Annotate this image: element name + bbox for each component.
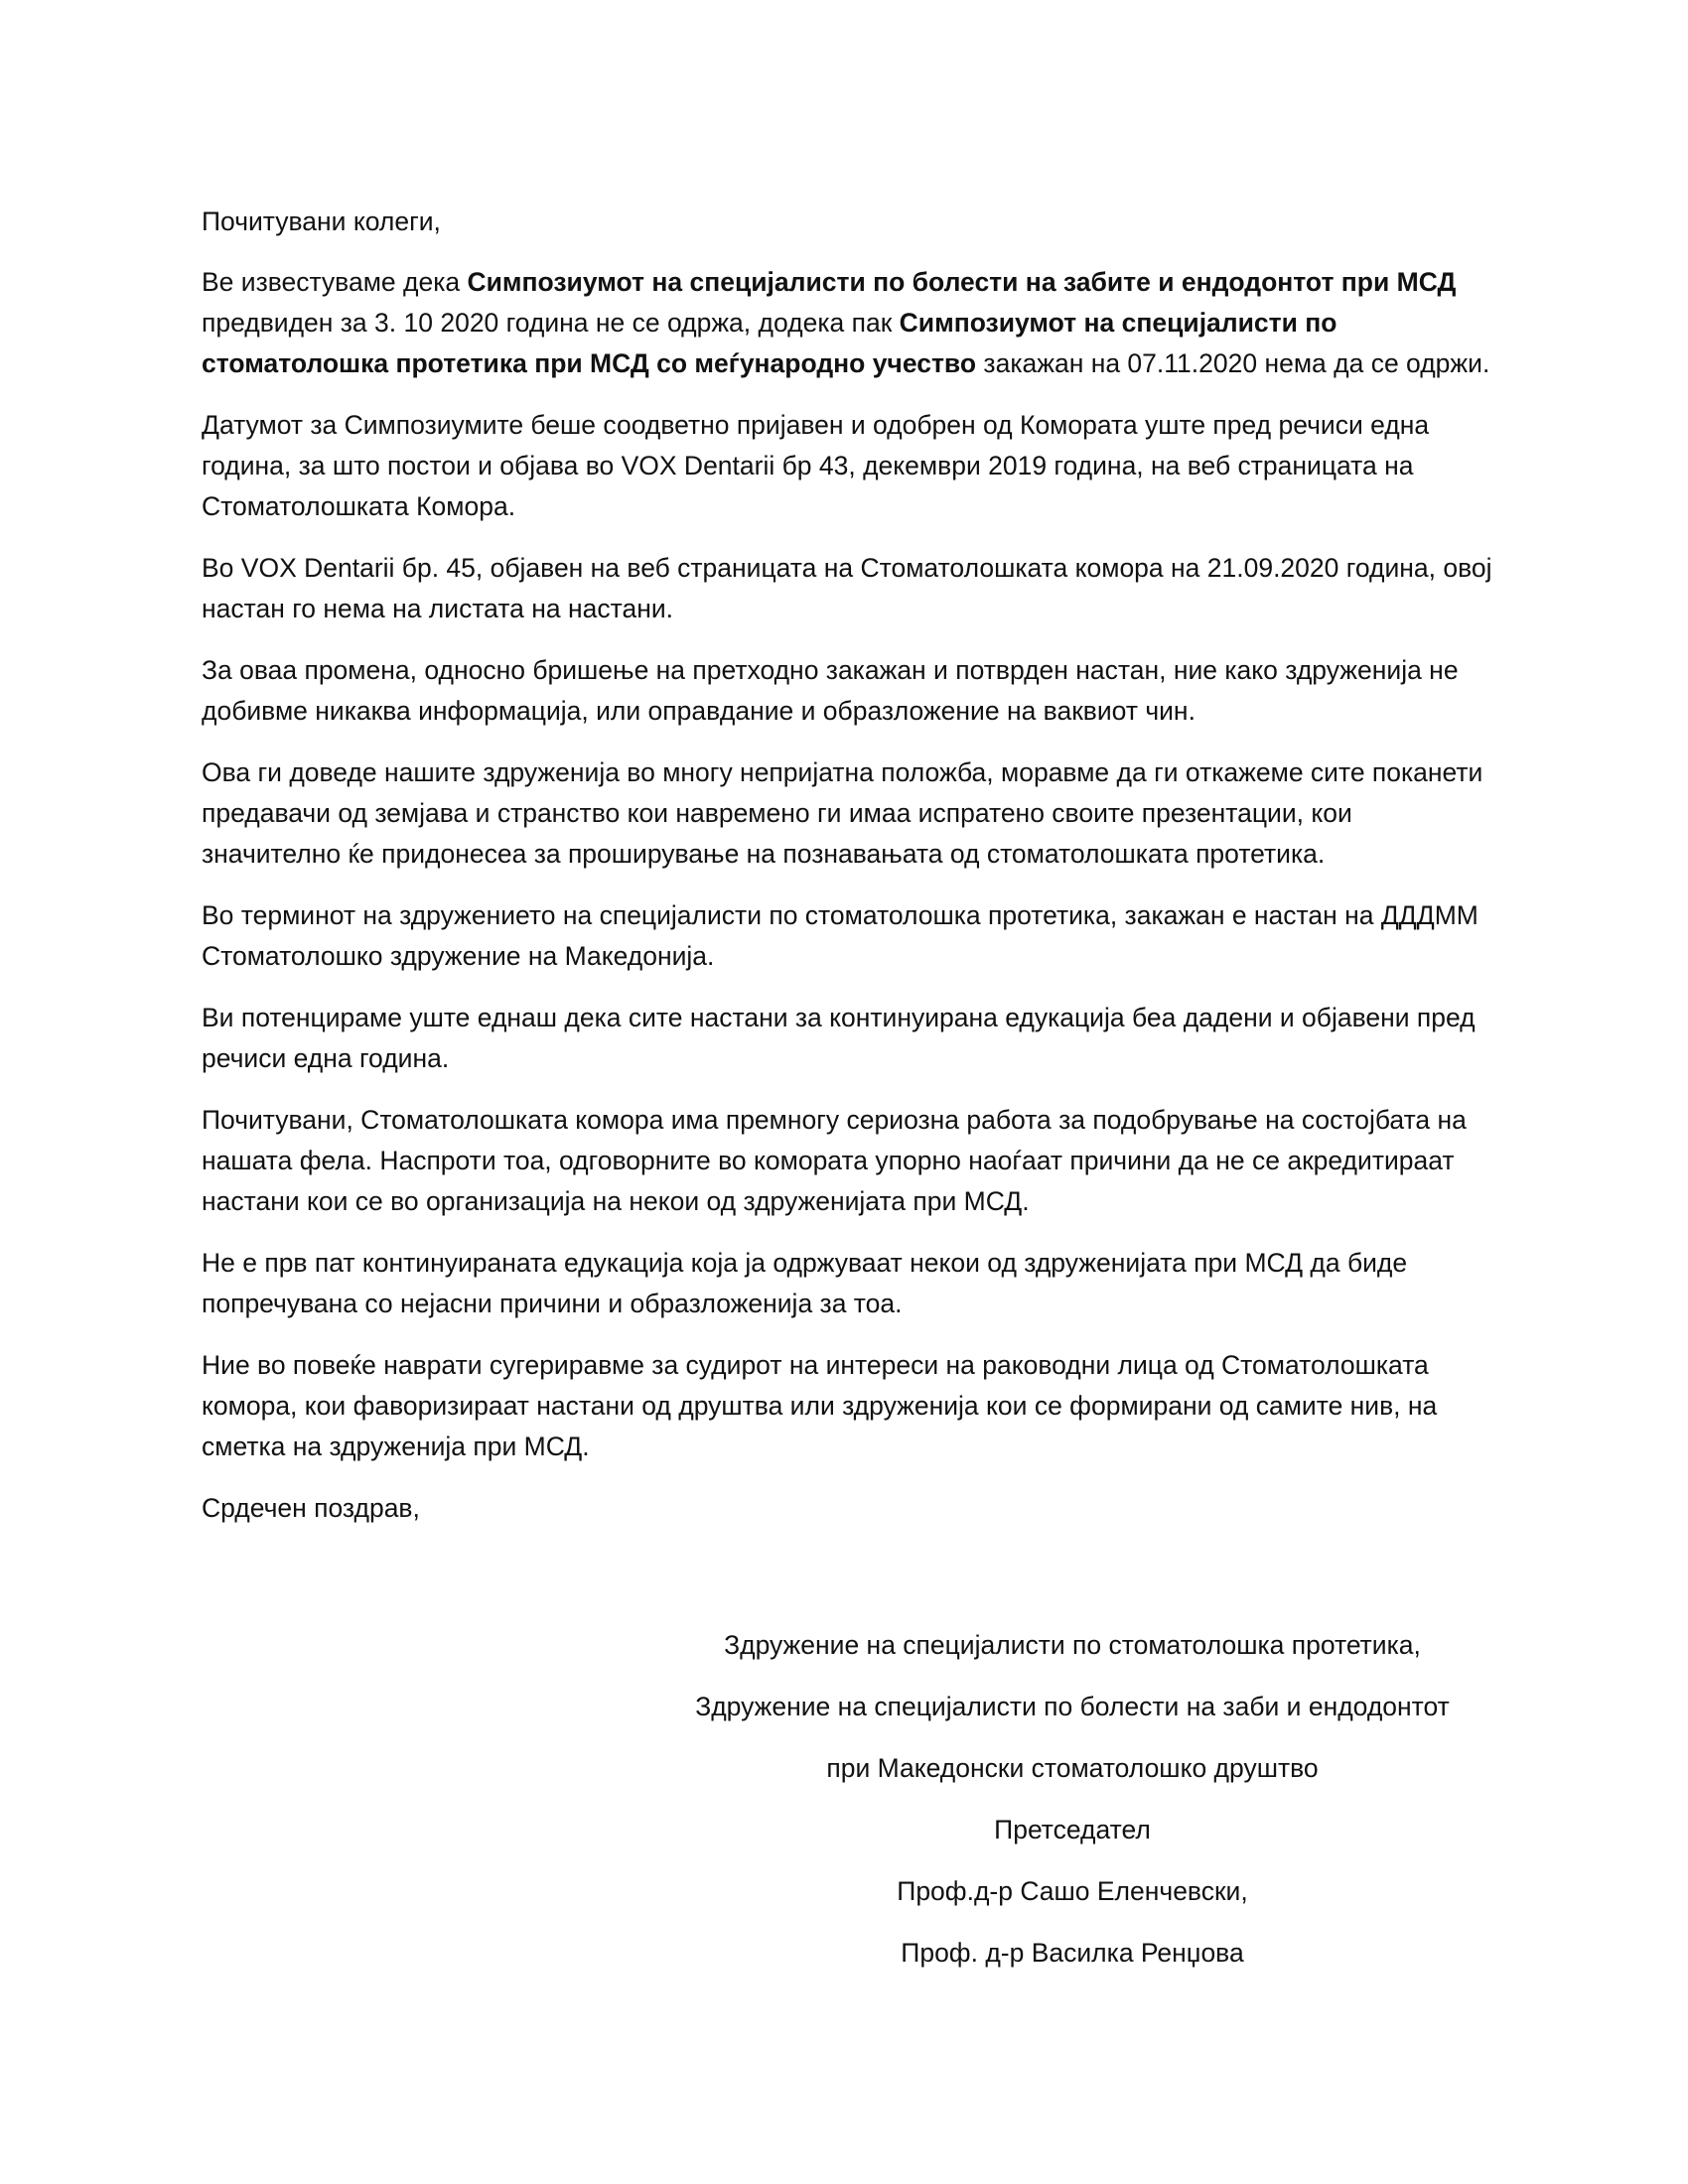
closing-greeting: Срдечен поздрав,	[202, 1493, 420, 1523]
paragraph-not-first-time: Не е прв пат континуираната едукација која ја одржуваат некои од здруженијата при МСД да биде попречувана со нејасни причини и образложенија за тоа.	[202, 1248, 1408, 1318]
letter-body	[202, 202, 1492, 1550]
signature-association-endodontics: Здружение на специјалисти по болести на заби и ендодонтот	[695, 1692, 1450, 1721]
paragraph-text: закажан на 07.11.2020 нема да се одржи.	[976, 348, 1490, 378]
paragraph-text: Ве известуваме дека	[202, 267, 468, 297]
paragraph-emphasis: Ви потенцираме уште еднаш дека сите настани за континуирана едукација беа дадени и објавени пред речиси една година.	[202, 1003, 1476, 1073]
paragraph-cancellation-notice	[202, 262, 1492, 384]
symposium-prosthetics-name: Симпозиумот на специјалисти по стоматолошка протетика при МСД со меѓународно учество	[202, 308, 1337, 378]
paragraph-consequences: Ова ги доведе нашите здруженија во многу непријатна положба, моравме да ги откажеме сите поканети предавачи од земјава и странство кои навремено ги имаа испратено своите презентации, кои значително ќе придонесеа за проширување на познавањата од стоматолошката протетика.	[202, 757, 1483, 869]
paragraph-vox-dentarii: Во VOX Dentarii бр. 45, објавен на веб страницата на Стоматолошката комора на 21.09.2020 година, овој настан го нема на листата на настани.	[202, 553, 1492, 623]
symposium-endodontics-name: Симпозиумот на специјалисти по болести на забите и ендодонтот при МСД	[467, 267, 1457, 297]
paragraph-no-information: За оваа промена, односно бришење на претходно закажан и потврден настан, ние како здруженија не добивме никаква информација, или оправдание и образложение на ваквиот чин.	[202, 655, 1459, 726]
paragraph-conflict-of-interest: Ние во повеќе наврати сугериравме за судирот на интереси на раководни лица од Стоматолошката комора, кои фаворизираат настани од друштва или здруженија кои се формирани од самите нив, на сметка на здруженија при МСД.	[202, 1350, 1438, 1461]
signature-association-prosthetics: Здружение на специјалисти по стоматолошка протетика,	[724, 1630, 1421, 1660]
paragraph-chamber-criticism: Почитувани, Стоматолошката комора има премногу сериозна работа за подобрување на состојбата на нашата фела. Наспроти тоа, одговорните во комората упорно наоѓаат причини да не се акредитираат настани кои се во организација на некои од здруженијата при МСД.	[202, 1105, 1467, 1216]
signature-society: при Македонски стоматолошко друштво	[826, 1753, 1319, 1783]
signature-role: Претседател	[994, 1815, 1151, 1844]
paragraph-text: предвиден за 3. 10 2020 година не се одржа, додека пак	[202, 308, 900, 338]
signature-block	[576, 1625, 1569, 1994]
signature-name-2: Проф. д-р Василка Ренџова	[901, 1938, 1244, 1968]
paragraph-registration: Датумот за Симпозиумите беше соодветно пријавен и одобрен од Комората уште пред речиси една година, за што постои и објава во VOX Dentarii бр 43, декември 2019 година, на веб страницата на Стоматолошката Комора.	[202, 410, 1430, 521]
paragraph-replacement-event: Во терминот на здружението на специјалисти по стоматолошка протетика, закажан е настан на ДДДММ Стоматолошко здружение на Македонија.	[202, 900, 1478, 971]
signature-name-1: Проф.д-р Сашо Еленчевски,	[897, 1876, 1248, 1906]
salutation: Почитувани колеги,	[202, 206, 441, 236]
